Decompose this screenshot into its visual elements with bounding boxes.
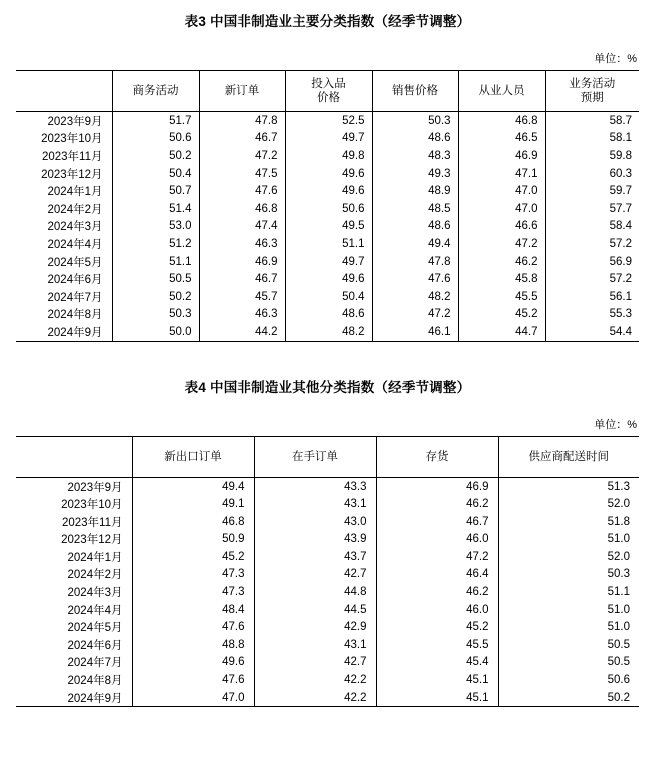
cell-value: 56.1 (545, 288, 639, 306)
cell-value: 49.3 (372, 165, 458, 183)
cell-value: 47.1 (458, 165, 545, 183)
row-label: 2024年1月 (47, 186, 103, 199)
row-label: 2023年12月 (61, 534, 123, 547)
cell-value: 59.8 (545, 147, 639, 165)
row-label: 2024年6月 (67, 639, 123, 652)
cell-value: 49.5 (285, 218, 372, 236)
cell-value: 47.2 (458, 235, 545, 253)
table-row (16, 566, 639, 584)
table-header-row (16, 71, 639, 112)
cell-value: 47.3 (132, 583, 254, 601)
cell-value: 48.4 (132, 601, 254, 619)
table-4-col-0 (16, 436, 132, 477)
cell-value: 42.2 (254, 689, 376, 707)
cell-value: 51.1 (112, 253, 199, 271)
cell-value: 47.6 (199, 182, 285, 200)
table-row (16, 671, 639, 689)
cell-value: 54.4 (545, 323, 639, 341)
cell-value: 57.2 (545, 235, 639, 253)
table-row (16, 306, 639, 324)
row-label: 2024年3月 (47, 221, 103, 234)
cell-value: 52.0 (498, 548, 639, 566)
table-3-col-3: 投入品 价格 (285, 71, 372, 112)
row-label: 2023年11月 (61, 516, 123, 529)
table-4 (16, 436, 639, 708)
cell-value: 50.9 (132, 531, 254, 549)
table-row (16, 477, 639, 495)
cell-value: 58.7 (545, 112, 639, 130)
cell-value: 50.2 (112, 288, 199, 306)
cell-value: 47.2 (376, 548, 498, 566)
cell-value: 48.2 (372, 288, 458, 306)
table-4-col-4: 供应商配送时间 (498, 436, 639, 477)
table-4-col-3: 存货 (376, 436, 498, 477)
table-header-row (16, 436, 639, 477)
cell-value: 43.0 (254, 513, 376, 531)
row-label: 2024年3月 (67, 587, 123, 600)
table-row (16, 200, 639, 218)
table-3-col-5: 从业人员 (458, 71, 545, 112)
row-label: 2023年10月 (61, 499, 123, 512)
cell-value: 45.8 (458, 270, 545, 288)
row-label: 2024年4月 (47, 238, 103, 251)
cell-value: 45.4 (376, 654, 498, 672)
cell-value: 47.8 (372, 253, 458, 271)
cell-value: 42.7 (254, 566, 376, 584)
cell-value: 47.6 (132, 618, 254, 636)
cell-value: 49.6 (285, 182, 372, 200)
cell-value: 46.8 (199, 200, 285, 218)
cell-value: 44.2 (199, 323, 285, 341)
table-3-body (16, 112, 639, 342)
table-3 (16, 70, 639, 342)
cell-value: 50.2 (112, 147, 199, 165)
cell-value: 47.2 (199, 147, 285, 165)
table-row (16, 495, 639, 513)
cell-value: 46.1 (372, 323, 458, 341)
cell-value: 51.1 (498, 583, 639, 601)
cell-value: 51.0 (498, 618, 639, 636)
cell-value: 46.3 (199, 235, 285, 253)
table-row (16, 270, 639, 288)
cell-value: 58.1 (545, 130, 639, 148)
cell-value: 47.0 (458, 182, 545, 200)
cell-value: 47.4 (199, 218, 285, 236)
cell-value: 50.2 (498, 689, 639, 707)
cell-value: 48.6 (285, 306, 372, 324)
table-row (16, 218, 639, 236)
cell-value: 45.2 (458, 306, 545, 324)
cell-value: 50.5 (498, 654, 639, 672)
cell-value: 56.9 (545, 253, 639, 271)
table-4-col-1: 新出口订单 (132, 436, 254, 477)
cell-value: 49.1 (132, 495, 254, 513)
cell-value: 49.6 (132, 654, 254, 672)
table-3-header (16, 71, 639, 112)
table-row (16, 601, 639, 619)
cell-value: 46.7 (199, 130, 285, 148)
cell-value: 45.2 (132, 548, 254, 566)
table-row (16, 288, 639, 306)
cell-value: 57.2 (545, 270, 639, 288)
cell-value: 43.7 (254, 548, 376, 566)
cell-value: 50.5 (498, 636, 639, 654)
cell-value: 43.1 (254, 495, 376, 513)
cell-value: 49.7 (285, 130, 372, 148)
cell-value: 46.5 (458, 130, 545, 148)
cell-value: 50.6 (112, 130, 199, 148)
cell-value: 42.9 (254, 618, 376, 636)
cell-value: 46.9 (376, 477, 498, 495)
table-row (16, 147, 639, 165)
row-label: 2024年1月 (67, 551, 123, 564)
row-label: 2024年2月 (47, 203, 103, 216)
cell-value: 46.8 (132, 513, 254, 531)
cell-value: 43.3 (254, 477, 376, 495)
cell-value: 47.0 (132, 689, 254, 707)
table-3-col-0 (16, 71, 112, 112)
row-label: 2023年12月 (41, 168, 103, 181)
cell-value: 47.8 (199, 112, 285, 130)
table-3-col-4: 销售价格 (372, 71, 458, 112)
row-label: 2024年8月 (47, 309, 103, 322)
cell-value: 46.2 (458, 253, 545, 271)
cell-value: 49.6 (285, 165, 372, 183)
cell-value: 43.1 (254, 636, 376, 654)
cell-value: 43.9 (254, 531, 376, 549)
table-3-caption: 表3 中国非制造业主要分类指数（经季节调整） (184, 14, 471, 29)
cell-value: 47.3 (132, 566, 254, 584)
row-label: 2023年11月 (41, 150, 103, 163)
cell-value: 51.4 (112, 200, 199, 218)
cell-value: 47.6 (132, 671, 254, 689)
cell-value: 45.2 (376, 618, 498, 636)
row-label: 2024年5月 (67, 622, 123, 635)
table-3-col-6: 业务活动 预期 (545, 71, 639, 112)
cell-value: 48.9 (372, 182, 458, 200)
cell-value: 46.7 (199, 270, 285, 288)
cell-value: 48.6 (372, 130, 458, 148)
cell-value: 50.3 (372, 112, 458, 130)
table-row (16, 182, 639, 200)
cell-value: 46.0 (376, 601, 498, 619)
table-row (16, 130, 639, 148)
cell-value: 47.5 (199, 165, 285, 183)
row-label: 2024年4月 (67, 604, 123, 617)
cell-value: 50.4 (285, 288, 372, 306)
table-row (16, 323, 639, 341)
cell-value: 46.7 (376, 513, 498, 531)
row-label: 2024年9月 (16, 323, 112, 341)
cell-value: 51.0 (498, 531, 639, 549)
cell-value: 47.2 (372, 306, 458, 324)
cell-value: 50.6 (285, 200, 372, 218)
row-label: 2023年9月 (47, 115, 103, 128)
cell-value: 50.7 (112, 182, 199, 200)
cell-value: 51.0 (498, 601, 639, 619)
cell-value: 49.8 (285, 147, 372, 165)
cell-value: 51.2 (112, 235, 199, 253)
row-label: 2024年5月 (47, 256, 103, 269)
cell-value: 51.3 (498, 477, 639, 495)
cell-value: 45.1 (376, 689, 498, 707)
cell-value: 47.0 (458, 200, 545, 218)
table-4-header (16, 436, 639, 477)
cell-value: 45.5 (376, 636, 498, 654)
row-label: 2024年7月 (47, 291, 103, 304)
table-4-unit: 单位：% (594, 418, 637, 431)
table-row (16, 253, 639, 271)
table-row (16, 235, 639, 253)
cell-value: 46.2 (376, 583, 498, 601)
section-spacer (16, 348, 639, 366)
cell-value: 44.8 (254, 583, 376, 601)
table-row (16, 531, 639, 549)
cell-value: 46.6 (458, 218, 545, 236)
table-4-col-2: 在手订单 (254, 436, 376, 477)
cell-value: 46.8 (458, 112, 545, 130)
cell-value: 46.9 (199, 253, 285, 271)
cell-value: 44.7 (458, 323, 545, 341)
cell-value: 45.7 (199, 288, 285, 306)
cell-value: 59.7 (545, 182, 639, 200)
table-row (16, 583, 639, 601)
table-block-4 (16, 366, 639, 708)
table-row (16, 689, 639, 707)
cell-value: 42.7 (254, 654, 376, 672)
cell-value: 48.2 (285, 323, 372, 341)
table-row (16, 513, 639, 531)
row-label: 2024年9月 (16, 689, 132, 707)
cell-value: 46.4 (376, 566, 498, 584)
cell-value: 53.0 (112, 218, 199, 236)
table-4-caption: 表4 中国非制造业其他分类指数（经季节调整） (184, 379, 471, 395)
table-row (16, 112, 639, 130)
cell-value: 49.4 (372, 235, 458, 253)
cell-value: 47.6 (372, 270, 458, 288)
cell-value: 50.6 (498, 671, 639, 689)
table-row (16, 636, 639, 654)
cell-value: 48.8 (132, 636, 254, 654)
cell-value: 50.3 (112, 306, 199, 324)
row-label: 2024年8月 (67, 675, 123, 688)
cell-value: 46.9 (458, 147, 545, 165)
cell-value: 58.4 (545, 218, 639, 236)
cell-value: 46.2 (376, 495, 498, 513)
row-label: 2024年6月 (47, 274, 103, 287)
cell-value: 51.7 (112, 112, 199, 130)
row-label: 2024年7月 (67, 657, 123, 670)
table-row (16, 165, 639, 183)
cell-value: 44.5 (254, 601, 376, 619)
table-3-col-1: 商务活动 (112, 71, 199, 112)
cell-value: 46.0 (376, 531, 498, 549)
cell-value: 51.8 (498, 513, 639, 531)
cell-value: 46.3 (199, 306, 285, 324)
table-3-unit: 单位：% (594, 53, 637, 65)
cell-value: 48.3 (372, 147, 458, 165)
cell-value: 50.5 (112, 270, 199, 288)
cell-value: 42.2 (254, 671, 376, 689)
row-label: 2023年10月 (41, 133, 103, 146)
table-block-3 (16, 0, 639, 342)
cell-value: 52.0 (498, 495, 639, 513)
cell-value: 48.6 (372, 218, 458, 236)
cell-value: 50.3 (498, 566, 639, 584)
cell-value: 49.4 (132, 477, 254, 495)
cell-value: 45.1 (376, 671, 498, 689)
cell-value: 57.7 (545, 200, 639, 218)
table-4-body (16, 477, 639, 707)
table-row (16, 548, 639, 566)
row-label: 2024年2月 (67, 569, 123, 582)
row-label: 2023年9月 (67, 481, 123, 494)
cell-value: 51.1 (285, 235, 372, 253)
cell-value: 52.5 (285, 112, 372, 130)
cell-value: 50.0 (112, 323, 199, 341)
table-3-col-2: 新订单 (199, 71, 285, 112)
cell-value: 49.7 (285, 253, 372, 271)
cell-value: 45.5 (458, 288, 545, 306)
cell-value: 60.3 (545, 165, 639, 183)
cell-value: 48.5 (372, 200, 458, 218)
table-row (16, 618, 639, 636)
table-row (16, 654, 639, 672)
cell-value: 49.6 (285, 270, 372, 288)
cell-value: 55.3 (545, 306, 639, 324)
cell-value: 50.4 (112, 165, 199, 183)
